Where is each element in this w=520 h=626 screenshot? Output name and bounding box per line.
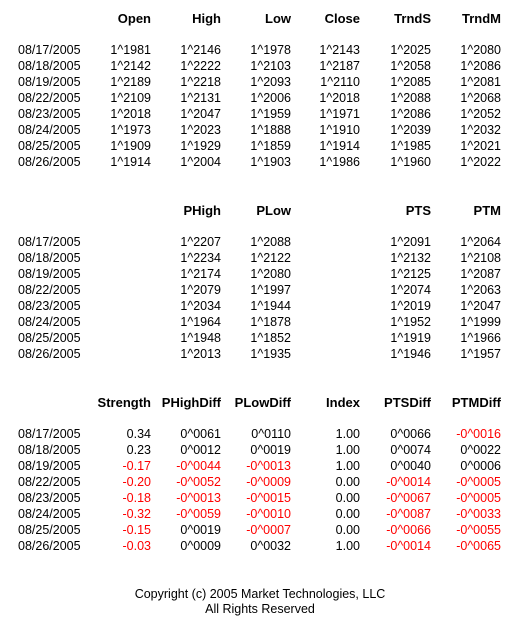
table-cell: -0.15: [122, 523, 151, 537]
table-cell: 1^2032: [460, 123, 501, 137]
row-date: 08/19/2005: [18, 267, 81, 281]
column-header: PTMDiff: [451, 395, 501, 410]
table-cell: 1^1986: [319, 155, 360, 169]
table-cell: 1^1973: [110, 123, 151, 137]
table-cell: 1^1888: [250, 123, 291, 137]
table-cell: 1^2080: [250, 267, 291, 281]
table-cell: 1^1859: [250, 139, 291, 153]
table-cell: 1^1944: [250, 299, 291, 313]
table-cell: -0^0044: [176, 459, 221, 473]
table-row: [0, 122, 520, 138]
table-cell: 1.00: [335, 539, 360, 553]
row-date: 08/25/2005: [18, 139, 81, 153]
table-cell: 1^2086: [390, 107, 431, 121]
table-row: [0, 458, 520, 474]
column-header: PLow: [256, 203, 291, 218]
table-cell: -0^0010: [246, 507, 291, 521]
row-date: 08/26/2005: [18, 539, 81, 553]
table-row: [0, 90, 520, 106]
price-table: [0, 10, 520, 170]
table-cell: -0^0014: [386, 539, 431, 553]
table-cell: 1^2222: [180, 59, 221, 73]
table-cell: 1^2080: [460, 43, 501, 57]
table-cell: 1^1914: [319, 139, 360, 153]
table-cell: 1^2143: [319, 43, 360, 57]
table-cell: 0^0040: [390, 459, 431, 473]
table-cell: 1^1946: [390, 347, 431, 361]
row-date: 08/17/2005: [18, 427, 81, 441]
copyright-footer: [0, 587, 520, 617]
table-cell: 1.00: [335, 443, 360, 457]
table-cell: 1^2006: [250, 91, 291, 105]
table-cell: 0^0019: [180, 523, 221, 537]
table-cell: 0^0009: [180, 539, 221, 553]
table-cell: 1^1981: [110, 43, 151, 57]
column-header: PTSDiff: [384, 395, 431, 410]
column-header: PTM: [473, 203, 501, 218]
table-cell: -0^0014: [386, 475, 431, 489]
table-cell: 1^2187: [319, 59, 360, 73]
table-cell: 1^2088: [390, 91, 431, 105]
table-cell: -0^0013: [246, 459, 291, 473]
table-cell: 1^2074: [390, 283, 431, 297]
row-date: 08/24/2005: [18, 315, 81, 329]
table-cell: 1^2022: [460, 155, 501, 169]
table-cell: -0^0033: [456, 507, 501, 521]
table-row: [0, 474, 520, 490]
table-row: [0, 42, 520, 58]
table-cell: 0.34: [126, 427, 151, 441]
table-row: [0, 442, 520, 458]
row-date: 08/18/2005: [18, 251, 81, 265]
table-cell: 1^1878: [250, 315, 291, 329]
row-date: 08/26/2005: [18, 347, 81, 361]
table-cell: 1.00: [335, 427, 360, 441]
table-row: [0, 250, 520, 266]
table-cell: -0^0016: [456, 427, 501, 441]
row-date: 08/23/2005: [18, 299, 81, 313]
table-cell: 1^2058: [390, 59, 431, 73]
table-cell: -0^0087: [386, 507, 431, 521]
table-cell: 1^2021: [460, 139, 501, 153]
table-cell: 1^1997: [250, 283, 291, 297]
table-cell: 1^2047: [460, 299, 501, 313]
table-cell: 1^2125: [390, 267, 431, 281]
column-header: Strength: [97, 395, 151, 410]
table-cell: 1^2189: [110, 75, 151, 89]
table-cell: 1^2068: [460, 91, 501, 105]
table-cell: 1^2103: [250, 59, 291, 73]
table-cell: -0.17: [122, 459, 151, 473]
table-cell: -0^0005: [456, 491, 501, 505]
table-row: [0, 282, 520, 298]
table-cell: -0.32: [122, 507, 151, 521]
row-date: 08/17/2005: [18, 235, 81, 249]
header-row: [0, 202, 520, 220]
row-date: 08/26/2005: [18, 155, 81, 169]
table-row: [0, 314, 520, 330]
row-date: 08/23/2005: [18, 491, 81, 505]
table-cell: 0^0012: [180, 443, 221, 457]
row-date: 08/23/2005: [18, 107, 81, 121]
difference-table: [0, 394, 520, 554]
row-date: 08/25/2005: [18, 331, 81, 345]
table-row: [0, 138, 520, 154]
table-row: [0, 330, 520, 346]
table-cell: 1^1985: [390, 139, 431, 153]
column-header: Open: [117, 11, 151, 26]
table-row: [0, 506, 520, 522]
table-cell: 0^0061: [180, 427, 221, 441]
table-cell: 1^2234: [180, 251, 221, 265]
table-cell: 1^2088: [250, 235, 291, 249]
table-cell: 1.00: [335, 459, 360, 473]
table-cell: 1^2091: [390, 235, 431, 249]
table-cell: 0^0019: [250, 443, 291, 457]
table-cell: 0^0032: [250, 539, 291, 553]
table-cell: 1^1952: [390, 315, 431, 329]
table-cell: -0^0065: [456, 539, 501, 553]
row-date: 08/18/2005: [18, 443, 81, 457]
table-cell: -0^0009: [246, 475, 291, 489]
table-row: [0, 490, 520, 506]
table-cell: -0.03: [122, 539, 151, 553]
table-cell: 1^2085: [390, 75, 431, 89]
table-cell: 1^2146: [180, 43, 221, 57]
table-row: [0, 58, 520, 74]
row-date: 08/18/2005: [18, 59, 81, 73]
column-header: PHighDiff: [161, 395, 221, 410]
table-row: [0, 538, 520, 554]
table-cell: 1^2174: [180, 267, 221, 281]
column-header: PLowDiff: [234, 395, 291, 410]
row-date: 08/24/2005: [18, 507, 81, 521]
table-cell: 1^2142: [110, 59, 151, 73]
column-header: High: [192, 11, 221, 26]
table-row: [0, 106, 520, 122]
row-date: 08/19/2005: [18, 459, 81, 473]
table-cell: -0^0005: [456, 475, 501, 489]
column-header: Index: [326, 395, 360, 410]
table-cell: 1^2052: [460, 107, 501, 121]
table-cell: 1^1966: [460, 331, 501, 345]
projection-table: [0, 202, 520, 362]
column-header: PTS: [405, 203, 431, 218]
table-cell: 1^2093: [250, 75, 291, 89]
table-cell: 1^1919: [390, 331, 431, 345]
table-cell: 1^1914: [110, 155, 151, 169]
table-row: [0, 266, 520, 282]
row-date: 08/24/2005: [18, 123, 81, 137]
table-row: [0, 426, 520, 442]
table-cell: 1^2025: [390, 43, 431, 57]
table-cell: 0.00: [335, 491, 360, 505]
table-cell: 1^1910: [319, 123, 360, 137]
column-header: TrndM: [462, 11, 501, 26]
table-cell: 0^0110: [251, 427, 291, 441]
table-cell: 1^2081: [460, 75, 501, 89]
table-cell: -0^0059: [176, 507, 221, 521]
table-cell: -0.18: [122, 491, 151, 505]
rights-text: All Rights Reserved: [205, 602, 315, 616]
table-cell: 1^2018: [110, 107, 151, 121]
table-row: [0, 346, 520, 362]
table-cell: 1^1999: [460, 315, 501, 329]
table-cell: 1^2063: [460, 283, 501, 297]
table-cell: 1^1948: [180, 331, 221, 345]
table-cell: 1^2047: [180, 107, 221, 121]
table-cell: 1^2023: [180, 123, 221, 137]
table-cell: 1^2131: [180, 91, 221, 105]
table-cell: -0^0066: [386, 523, 431, 537]
column-header: TrndS: [394, 11, 431, 26]
table-cell: 1^2079: [180, 283, 221, 297]
table-cell: 1^2039: [390, 123, 431, 137]
table-cell: 1^2019: [390, 299, 431, 313]
table-cell: 0.00: [335, 523, 360, 537]
table-cell: 0^0066: [390, 427, 431, 441]
column-header: PHigh: [183, 203, 221, 218]
table-cell: 1^2086: [460, 59, 501, 73]
table-cell: 1^2004: [180, 155, 221, 169]
table-cell: -0^0015: [246, 491, 291, 505]
table-cell: -0^0007: [246, 523, 291, 537]
table-row: [0, 298, 520, 314]
table-cell: 0.00: [335, 475, 360, 489]
table-cell: 1^1957: [460, 347, 501, 361]
table-cell: 1^1971: [319, 107, 360, 121]
table-cell: 1^1903: [250, 155, 291, 169]
table-row: [0, 234, 520, 250]
table-cell: 1^1909: [110, 139, 151, 153]
table-cell: 1^2218: [180, 75, 221, 89]
header-row: [0, 394, 520, 412]
table-cell: 1^2064: [460, 235, 501, 249]
table-cell: 1^1852: [250, 331, 291, 345]
row-date: 08/22/2005: [18, 91, 81, 105]
table-cell: 1^1964: [180, 315, 221, 329]
row-date: 08/22/2005: [18, 475, 81, 489]
table-cell: 1^1929: [180, 139, 221, 153]
header-row: [0, 10, 520, 28]
column-header: Low: [265, 11, 291, 26]
row-date: 08/17/2005: [18, 43, 81, 57]
table-cell: 0^0074: [390, 443, 431, 457]
table-cell: 1^2207: [180, 235, 221, 249]
table-cell: 1^2122: [250, 251, 291, 265]
table-cell: -0^0052: [176, 475, 221, 489]
table-cell: -0^0055: [456, 523, 501, 537]
table-row: [0, 154, 520, 170]
table-cell: 0.00: [335, 507, 360, 521]
table-cell: 1^2132: [390, 251, 431, 265]
table-cell: 1^2109: [110, 91, 151, 105]
table-cell: 1^1978: [250, 43, 291, 57]
table-cell: 1^2108: [460, 251, 501, 265]
table-cell: 1^2034: [180, 299, 221, 313]
table-cell: -0^0067: [386, 491, 431, 505]
copyright-text: Copyright (c) 2005 Market Technologies, LLC: [134, 587, 386, 601]
table-cell: 1^2087: [460, 267, 501, 281]
row-date: 08/22/2005: [18, 283, 81, 297]
table-row: [0, 74, 520, 90]
table-cell: 1^1959: [250, 107, 291, 121]
table-cell: -0.20: [122, 475, 151, 489]
row-date: 08/25/2005: [18, 523, 81, 537]
table-cell: 0^0022: [460, 443, 501, 457]
table-cell: 1^2018: [319, 91, 360, 105]
table-cell: 1^1960: [390, 155, 431, 169]
table-cell: -0^0013: [176, 491, 221, 505]
column-header: Close: [324, 11, 360, 26]
table-cell: 1^2110: [320, 75, 360, 89]
table-row: [0, 522, 520, 538]
row-date: 08/19/2005: [18, 75, 81, 89]
table-cell: 0.23: [126, 443, 151, 457]
table-cell: 1^2013: [180, 347, 221, 361]
table-cell: 0^0006: [460, 459, 501, 473]
table-cell: 1^1935: [250, 347, 291, 361]
